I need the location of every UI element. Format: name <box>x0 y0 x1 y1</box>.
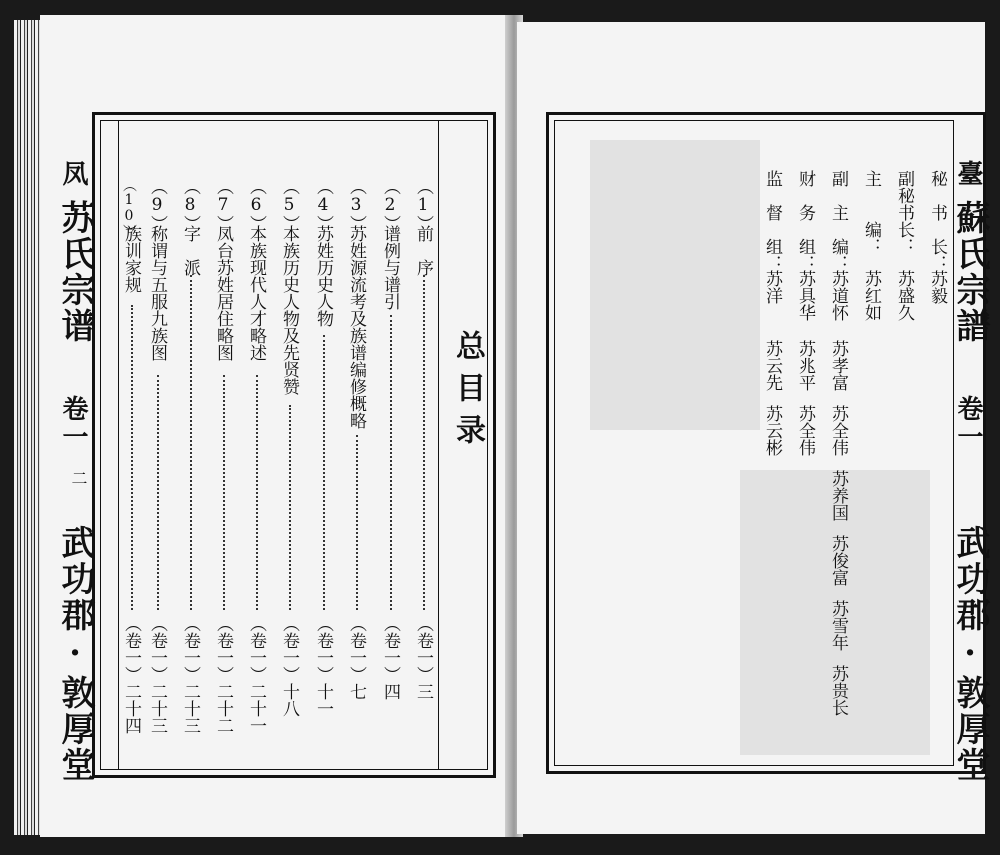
committee-member: 苏孝富 <box>828 340 848 391</box>
entry-number: （2） <box>380 178 400 232</box>
dot-leader <box>390 315 392 610</box>
committee-member: 苏全伟 <box>795 405 815 456</box>
entry-number: （1） <box>413 178 433 232</box>
dot-leader <box>423 275 425 610</box>
entry-volume: （卷一）二十一 <box>246 615 266 734</box>
dot-leader <box>323 335 325 610</box>
entry-title: 本族现代人才略述 <box>246 225 266 361</box>
entry-number: （10） <box>121 178 137 238</box>
left-spine <box>55 130 95 783</box>
entry-number: （3） <box>346 178 366 232</box>
dot-leader <box>190 275 192 610</box>
column-rule <box>118 120 119 770</box>
entry-volume: （卷一）二十三 <box>147 615 167 734</box>
committee-role: 监 督 组： <box>762 170 782 272</box>
entry-volume: （卷一）二十三 <box>180 615 200 734</box>
spine-page-number: 二 <box>69 470 88 486</box>
entry-title: 凤台苏姓居住略图 <box>213 225 233 361</box>
entry-title: 称谓与五服九族图 <box>147 225 167 361</box>
committee-member: 苏云彬 <box>762 405 782 456</box>
committee-member: 苏全伟 <box>828 405 848 456</box>
entry-number: （5） <box>279 178 299 232</box>
entry-volume: （卷一）十八 <box>279 615 299 717</box>
entry-title: 字 派 <box>180 225 200 276</box>
committee-role: 副 主 编： <box>828 170 848 272</box>
committee-role: 秘 书 长： <box>927 170 947 272</box>
right-spine <box>950 130 990 783</box>
entry-number: （9） <box>147 178 167 232</box>
entry-volume: （卷一）二十二 <box>213 615 233 734</box>
entry-title: 前 序 <box>413 225 433 276</box>
dot-leader <box>223 375 225 610</box>
entry-title: 族训家规 <box>121 225 141 293</box>
dot-leader <box>356 435 358 610</box>
dot-leader <box>157 375 159 610</box>
dot-leader <box>256 375 258 610</box>
entry-title: 谱例与谱引 <box>380 225 400 310</box>
committee-role: 副秘书长： <box>894 170 914 255</box>
entry-number: （8） <box>180 178 200 232</box>
spine-volume: 卷一 <box>58 395 88 451</box>
spine-title: 凤 <box>58 160 88 188</box>
entry-volume: （卷一）七 <box>346 615 366 700</box>
entry-number: （4） <box>313 178 333 232</box>
dot-leader <box>131 305 133 610</box>
committee-member: 苏红如 <box>861 270 881 321</box>
committee-member: 苏道怀 <box>828 270 848 321</box>
committee-role: 财 务 组： <box>795 170 815 272</box>
spine-name: 苏氏宗谱 <box>55 200 95 344</box>
spine-hall: 武功郡·敦厚堂 <box>55 525 95 783</box>
committee-member: 苏盛久 <box>894 270 914 321</box>
committee-member: 苏毅 <box>927 270 947 304</box>
entry-title: 苏姓历史人物 <box>313 225 333 327</box>
entry-number: （7） <box>213 178 233 232</box>
entry-title: 苏姓源流考及族谱编修概略 <box>346 225 366 429</box>
column-rule <box>438 120 439 770</box>
committee-member: 苏兆平 <box>795 340 815 391</box>
toc-title: 总目录 <box>450 330 485 456</box>
entry-volume: （卷一）三 <box>413 615 433 700</box>
entry-number: （6） <box>246 178 266 232</box>
committee-member: 苏贵长 <box>828 665 848 716</box>
spine-name: 蘇氏宗譜 <box>950 200 990 344</box>
committee-role: 主 编： <box>861 170 881 255</box>
committee-member: 苏具华 <box>795 270 815 321</box>
committee-member: 苏洋 <box>762 270 782 304</box>
committee-member: 苏雪年 <box>828 600 848 651</box>
spine-hall: 武功郡·敦厚堂 <box>950 525 990 783</box>
committee-member: 苏俊富 <box>828 535 848 586</box>
spine-volume: 卷一 <box>953 395 983 451</box>
spine-title: 臺 <box>953 160 983 188</box>
bleed-through-block <box>590 140 760 430</box>
committee-member: 苏养国 <box>828 470 848 521</box>
entry-volume: （卷一）二十四 <box>121 615 141 734</box>
committee-member: 苏云先 <box>762 340 782 391</box>
entry-title: 本族历史人物及先贤赞 <box>279 225 299 395</box>
entry-volume: （卷一）十一 <box>313 615 333 717</box>
entry-volume: （卷一）四 <box>380 615 400 700</box>
dot-leader <box>289 405 291 610</box>
